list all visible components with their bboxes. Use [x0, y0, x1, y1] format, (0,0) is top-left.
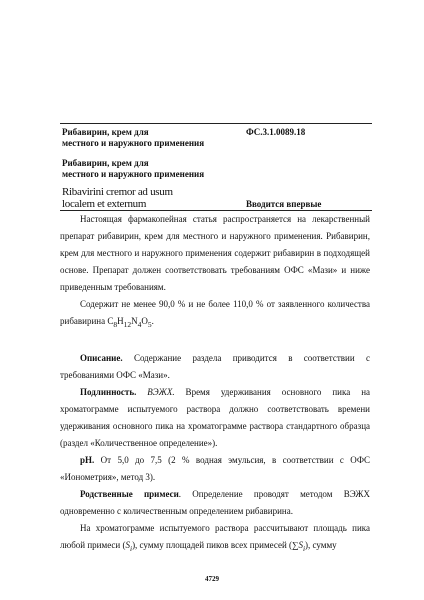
intro-paragraph: Настоящая фармакопейная статья распространяется на лекарственный препарат рибавирин, крем для местного и наружного применения. Рибавирин, крем для местного и наружного применения содержит рибавирин в подходящей основе. Препарат должен соответствовать требованиям ОФС «Мази» и ниже приведенным требованиям.	[60, 214, 370, 292]
identification-paragraph: Подлинность. ВЭЖХ. Время удерживания основного пика на хроматограмме испытуемого раствора должно соответствовать времени удерживания основного пика на хроматограмме раствора стандартного образца (раздел «Количественное определение»).	[60, 386, 371, 448]
page-number: 4729	[205, 575, 219, 583]
header-introduced: Вводится впервые	[246, 199, 322, 209]
identification-label: Подлинность.	[80, 386, 137, 397]
impurities-label: Родственные примеси	[80, 488, 179, 499]
monograph-body	[60, 211, 370, 557]
header-rule-top	[60, 123, 372, 124]
description-label: Описание.	[80, 352, 123, 363]
header-latin-name: Ribavirini cremor ad usum localem et externum	[62, 186, 173, 210]
impurities-paragraph: Родственные примеси. Определение проводят методом ВЭЖХ одновременно с количественным определением рибавирина.	[60, 488, 370, 516]
description-paragraph: Описание. Содержание раздела приводится в соответствии с требованиями ОФС «Мази».	[60, 352, 370, 380]
header-code: ФС.3.1.0089.18	[246, 127, 306, 137]
header-title-2: Рибавирин, крем для местного и наружного применения	[62, 158, 205, 179]
ph-label: pH.	[80, 454, 95, 465]
content-paragraph: Содержит не менее 90,0 % и не более 110,0 % от заявленного количества рибавирина $C_8H_{12}N_4O_5$.	[60, 299, 370, 329]
header-title-1: Рибавирин, крем для местного и наружного применения	[62, 127, 205, 148]
ph-paragraph: pH. От 5,0 до 7,5 (2 % водная эмульсия, в соответствии с ОФС «Ионометрия», метод 3).	[60, 454, 370, 482]
impurities-calc-paragraph: На хроматограмме испытуемого раствора рассчитывают площадь пика любой примеси $(S_i)$, сумму площадей пиков всех примесей $(\sum S_i)$, сумму	[60, 522, 370, 553]
